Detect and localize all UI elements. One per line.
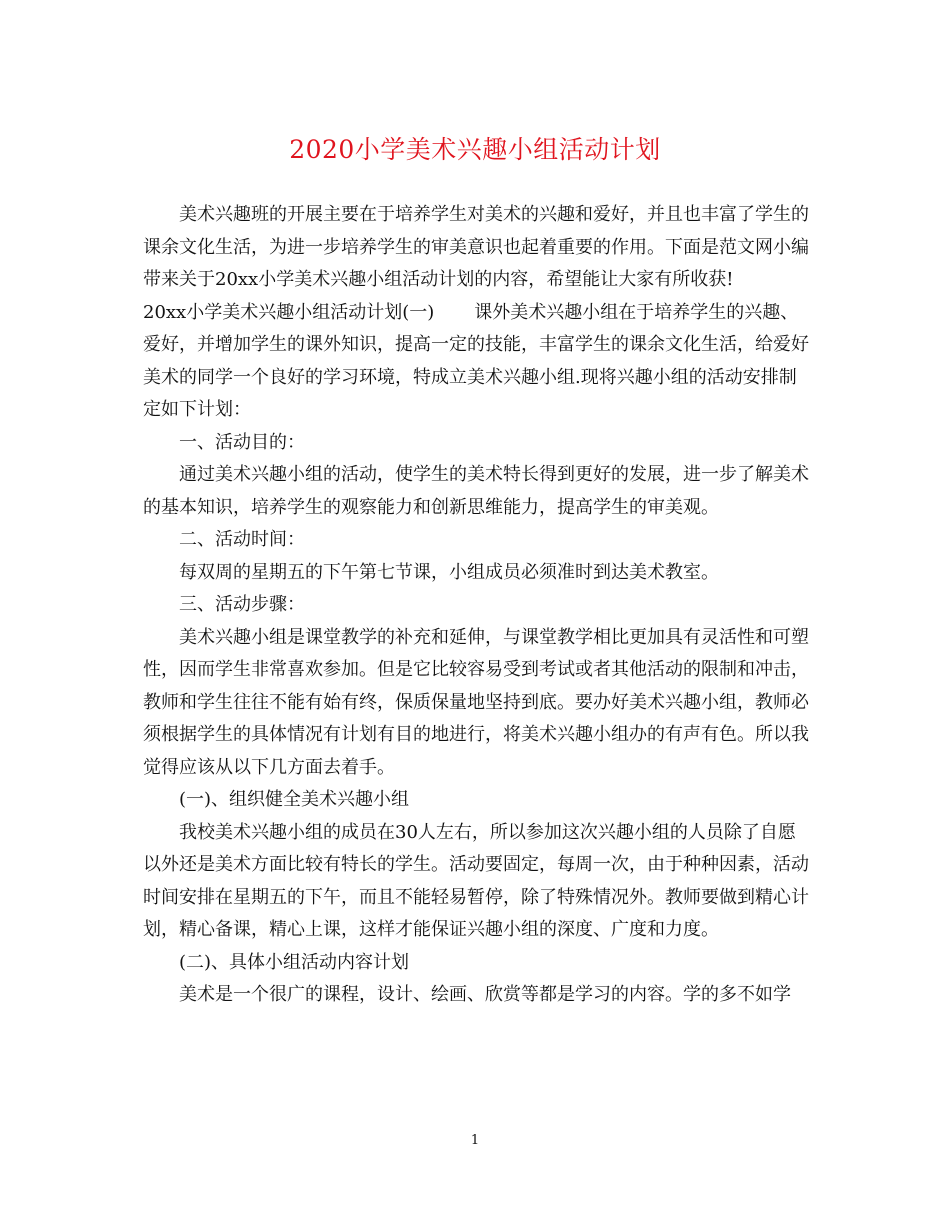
- section1-heading: 一、活动目的：: [179, 431, 305, 453]
- sub1-body: 我校美术兴趣小组的成员在30人左右，所以参加这次兴趣小组的人员除了自愿以外还是美术方面比较有特长的学生。活动要固定，每周一次，由于种种因素，活动时间安排在星期五的下午，而且不能轻易暂停，除了特殊情况外。教师要做到精心计划，精心备课，精心上课，这样才能保证兴趣小组的深度、广度和力度。: [143, 821, 809, 940]
- page-number: 1: [470, 1133, 480, 1148]
- section2-heading: 二、活动时间：: [179, 529, 305, 550]
- intro-text: 美术兴趣班的开展主要在于培养学生对美术的兴趣和爱好，并且也丰富了学生的课余文化生活，为进一步培养学生的审美意识也起着重要的作用。下面是范文网小编带来关于20xx小学美术兴趣小组活动计划的内容，希望能让大家有所收获!: [143, 204, 809, 290]
- section3-body: 美术兴趣小组是课堂教学的补充和延伸，与课堂教学相比更加具有灵活性和可塑性，因而学生非常喜欢参加。但是它比较容易受到考试或者其他活动的限制和冲击，教师和学生往往不能有始有终，保质保量地坚持到底。要办好美术兴趣小组，教师必须根据学生的具体情况有计划有目的地进行，将美术兴趣小组办的有声有色。所以我觉得应该从以下几方面去着手。: [143, 626, 809, 778]
- intro-paragraph: [143, 199, 813, 297]
- sub2-body: 美术是一个很广的课程，设计、绘画、欣赏等都是学习的内容。学的多不如学: [179, 984, 791, 1005]
- section1-body: 通过美术兴趣小组的活动，使学生的美术特长得到更好的发展，进一步了解美术的基本知识，培养学生的观察能力和创新思维能力，提高学生的审美观。: [143, 464, 809, 518]
- section2-body: 每双周的星期五的下午第七节课，小组成员必须准时到达美术教室。: [179, 561, 719, 583]
- subheading-paragraph: [143, 297, 813, 427]
- sub1-heading: (一)、组织健全美术兴趣小组: [179, 789, 410, 810]
- section3-heading: 三、活动步骤：: [179, 594, 305, 615]
- intro2-text: 课外美术兴趣小组在于培养学生的兴趣、爱好，并增加学生的课外知识，提高一定的技能，丰富学生的课余文化生活，给爱好美术的同学一个良好的学习环境，特成立美术兴趣小组.现将兴趣小组的活动安排制定如下计划：: [143, 301, 809, 420]
- document-title: 2020小学美术兴趣小组活动计划: [289, 135, 661, 164]
- sub2-heading: (二)、具体小组活动内容计划: [179, 951, 410, 973]
- plan-subheading: 20xx小学美术兴趣小组活动计划(一): [143, 301, 435, 323]
- document-body: [143, 199, 813, 1012]
